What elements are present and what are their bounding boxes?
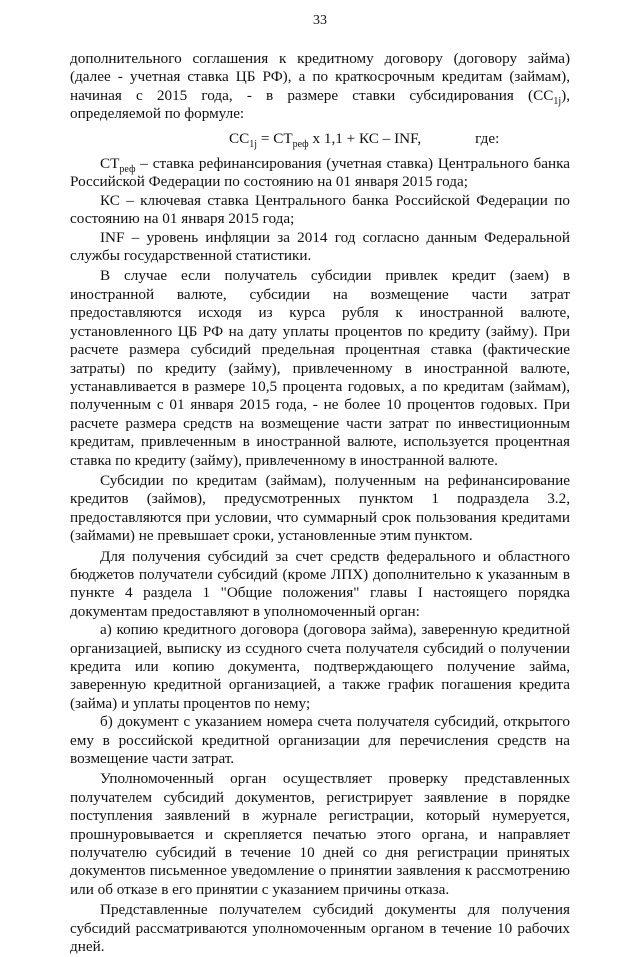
formula-lhs: СС	[229, 129, 250, 147]
formula-ref-subscript: реф	[292, 138, 309, 150]
definition-inflation: INF – уровень инфляции за 2014 год согласно данным Федеральной службы государственной статистики.	[70, 228, 570, 265]
definition-key-rate: КС – ключевая ставка Центрального банка Российской Федерации по состоянию на 01 января 2015 года;	[70, 191, 570, 228]
formula-lhs-subscript: 1j	[249, 138, 258, 150]
formula-rhs: х 1,1 + КС – INF,	[308, 129, 422, 147]
definition-st-subscript: реф	[119, 164, 136, 176]
subsidy-rate-formula	[70, 130, 570, 148]
definition-refinancing-rate	[70, 155, 570, 192]
paragraph-review: Представленные получателем субсидий документы для получения субсидий рассматриваются уполномоченным органом в течение 10 рабочих дней.	[70, 901, 570, 956]
list-item-b: б) документ с указанием номера счета получателя субсидий, открытого ему в российской кредитной организации для перечисления средств на возмещение части затрат.	[70, 713, 570, 768]
intro-line-3-prefix: - в размере ставки субсидирования (СС	[246, 86, 554, 104]
definition-st-text: – ставка рефинансирования (учетная ставка) Центрального банка Российской Федерации по состоянию на 01 января 2015 года;	[70, 155, 570, 191]
intro-line-3-suffix: ), определяемой по формуле:	[70, 86, 571, 123]
intro-line-1: дополнительного соглашения к кредитному договору (договору займа) (далее -	[70, 50, 570, 86]
document-body	[70, 50, 570, 957]
paragraph-refinancing: Субсидии по кредитам (займам), полученным на рефинансирование кредитов (займов), предусмотренных пунктом 1 подраздела 3.2, предоставляются при условии, что суммарный срок пользования кредитами (займами) не превышает сроки, установленные этим пунктом.	[70, 471, 570, 545]
list-item-a: а) копию кредитного договора (договора займа), заверенную кредитной организацией, выписку из ссудного счета получателя субсидий о получении кредита или копию документа, подтверждающего получение займа, заверенную кредитной организацией, а также график погашения кредита (займа) и уплаты процентов по нему;	[70, 621, 570, 712]
page-number: 33	[313, 13, 327, 28]
paragraph-documents-intro: Для получения субсидий за счет средств федерального и областного бюджетов получатели субсидий (кроме ЛПХ) дополнительно к указанным в пункте 4 раздела 1 "Общие положения" главы I настоящего порядка документам предоставляют в уполномоченный орган:	[70, 547, 570, 620]
paragraph-verification: Уполномоченный орган осуществляет проверку представленных получателем субсидий документов, регистрирует заявление в порядке поступления заявлений в журнале регистрации, который нумеруется, прошнуровывается и скрепляется печатью этого органа, и направляет получателю субсидий в течение 10 дней со дня регистрации принятых документов письменное уведомление о принятии заявления к рассмотрению или об отказе в его принятии с указанием причины отказа.	[70, 770, 570, 898]
intro-line-2: учетная ставка ЦБ РФ), а по краткосрочным кредитам (займам), начиная с 2015 года,	[70, 68, 571, 104]
intro-line-3-subscript: 1j	[553, 95, 562, 107]
intro-paragraph	[70, 50, 570, 124]
definition-st-term: СТ	[100, 155, 120, 173]
paragraph-foreign-currency: В случае если получатель субсидии привлек кредит (заем) в иностранной валюте, субсидии на возмещение части затрат предоставляются исходя из курса рубля к иностранной валюте, установленного ЦБ РФ на дату уплаты процентов по кредиту (займу). При расчете размера субсидий предельная процентная ставка (фактические затраты) по кредиту (займу), привлеченному в иностранной валюте, устанавливается в размере 10,5 процента годовых, а по кредитам (займам), полученным с 01 января 2015 года, - не более 10 процентов годовых. При расчете размера средств на возмещение части затрат по инвестиционным кредитам, привлеченным в иностранной валюте, используется процентная ставка по кредиту (займу), привлеченному в иностранной валюте.	[70, 267, 570, 469]
formula-equals: = СТ	[257, 129, 293, 147]
formula-where: где:	[475, 129, 500, 147]
